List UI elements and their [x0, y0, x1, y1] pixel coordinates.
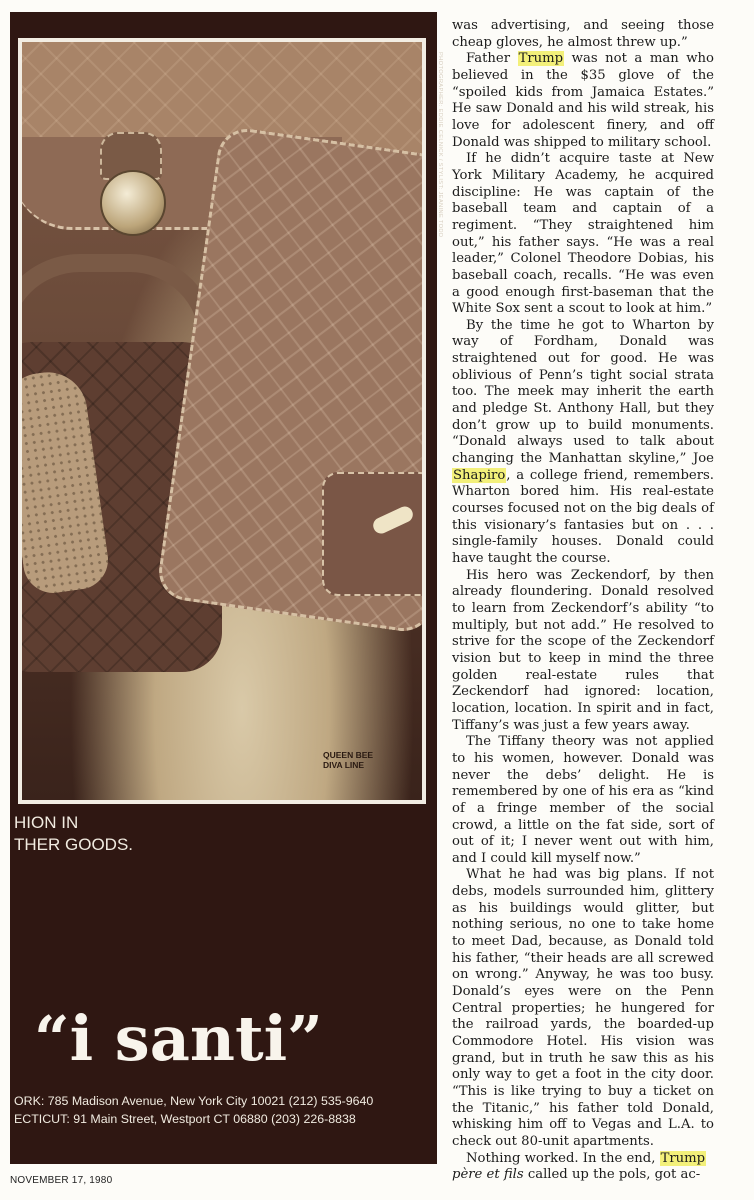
text-run: , a college friend, remembers. Wharton bored him. His real-estate courses focused not on the big deals of this visionary’s fantasies but on . . . single-family houses. Donald could have taught the course.	[452, 467, 714, 566]
paragraph-8	[452, 1151, 714, 1184]
paragraph-3: If he didn’t acquire taste at New York Military Academy, he acquired discipline: He was captain of the baseball team and captain of a regiment. “They straightened him out,” his father says. “He was a real leader,” Colonel Theodore Dobias, his baseball coach, recalls. “He was even a good enough first-baseman that the White Sox sent a scout to look at him.”	[452, 151, 714, 317]
clasp-icon	[100, 170, 166, 236]
page-footer-date: NOVEMBER 17, 1980	[10, 1175, 113, 1186]
text-run: Father	[466, 51, 518, 67]
bag-strap-tab	[322, 472, 426, 596]
paragraph-7: What he had was big plans. If not debs, models surrounded him, glittery as his buildings would glitter, but nothing serious, no one to take home to meet Dad, because, as Donald told his father, “their heads are all screwed on wrong.” Anyway, he was too busy. Donald’s eyes were on the Penn Central properties; he hungered for the railroad yards, the boarded-up Commodore Hotel. His vision was grand, but in truth he saw this as his only way to get a foot in the city door. “This is like trying to buy a ticket on the Titanic,” his father told Donald, whisking him off to Vegas and L.A. to check out 80-unit apartments.	[452, 867, 714, 1149]
tagline-line-1: HION IN	[14, 813, 79, 832]
caption-line-2: DIVA LINE	[323, 760, 365, 770]
text-run: called up the pols, got ac-	[523, 1167, 701, 1183]
paragraph-6: The Tiffany theory was not applied to his women, however. Donald was never the debs’ delight. He is remembered by one of his era as “kind of a fringe member of the social crowd, a little on the fat side, sort of out of it; I never went out with him, and I could kill myself now.”	[452, 734, 714, 866]
article-column	[452, 18, 714, 1184]
highlight-trump-2: Trump	[660, 1150, 706, 1166]
paragraph-1: was advertising, and seeing those cheap gloves, he almost threw up.”	[452, 18, 714, 50]
text-run: By the time he got to Wharton by way of Fordham, Donald was straightened out for good. He was oblivious of Penn’s tight social strata too. The meek may inherit the earth and pledge St. Anthony Hall, but they don’t grow up to build monuments. “Donald always used to talk about changing the Manhattan skyline,” Joe	[452, 317, 714, 467]
paragraph-2	[452, 51, 714, 151]
address-line-2: ECTICUT: 91 Main Street, Westport CT 06880 (203) 226-8838	[14, 1112, 356, 1126]
ad-tagline	[14, 812, 133, 856]
text-run: Nothing worked. In the end,	[466, 1150, 660, 1166]
italic-pere-et-fils: père et fils	[452, 1167, 524, 1183]
address-line-1: ORK: 785 Madison Avenue, New York City 10021 (212) 535-9640	[14, 1094, 374, 1108]
highlight-shapiro: Shapiro	[453, 467, 506, 483]
advertisement-panel	[10, 12, 443, 1164]
highlight-trump: Trump	[518, 51, 564, 67]
text-run: was not a man who believed in the $35 glove of the “spoiled kids from Jamaica Estates.” He saw Donald and his wild streak, his love for adolescent finery, and off Donald was shipped to military school.	[452, 51, 714, 150]
handbag-photo	[18, 38, 426, 804]
paragraph-4	[452, 318, 714, 568]
bag-handle	[18, 254, 218, 342]
tagline-line-2: THER GOODS.	[14, 835, 134, 854]
photo-caption	[323, 750, 373, 770]
caption-line-1: QUEEN BEE	[323, 750, 374, 760]
store-addresses	[14, 1092, 373, 1128]
paragraph-5: His hero was Zeckendorf, by then already floundering. Donald resolved to learn from Zeckendorf’s ability “to multiply, but not add.” He resolved to strive for the scope of the Zeckendorf vision but to keep in mind the three golden real-estate rules that Zeckendorf had ignored: location, location, location. In spirit and in fact, Tiffany’s was just a few years away.	[452, 567, 714, 733]
brand-name: “i santi”	[34, 1002, 323, 1075]
photo-credit: PHOTOGRAPHER: EDDIE CELNICK / STYLIST: JEANINE TODD	[437, 52, 443, 238]
